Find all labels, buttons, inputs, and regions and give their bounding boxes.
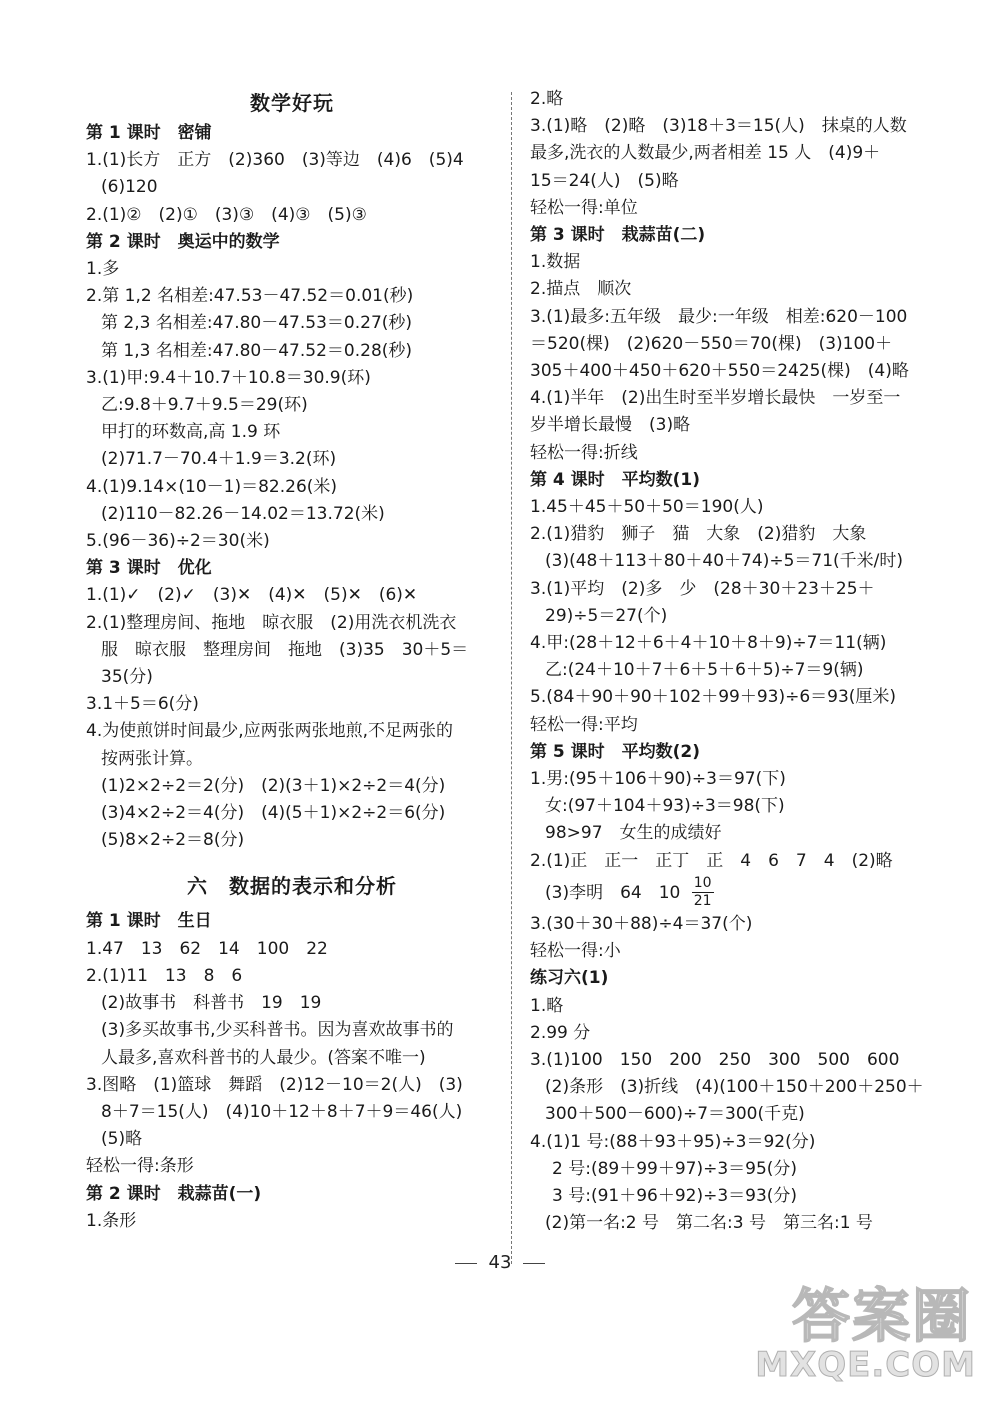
answer-line: 2 号:(89＋99＋97)÷3＝95(分) (552, 1158, 798, 1179)
watermark-text-url: MXQE.COM (755, 1345, 976, 1385)
answer-line: 5.(96－36)÷2＝30(米) (86, 531, 270, 552)
answer-line: 2.(1)整理房间、拖地 晾衣服 (2)用洗衣机洗衣 (86, 612, 457, 633)
answer-line: 3 号:(91＋96＋92)÷3＝93(分) (552, 1185, 798, 1206)
page-number: 43 (488, 1252, 512, 1273)
answer-line: (2)条形 (3)折线 (4)(100＋150＋200＋250＋ (545, 1077, 924, 1098)
lesson-heading: 练习六(1) (530, 968, 609, 989)
lesson-heading: 第 2 课时 栽蒜苗(一) (86, 1183, 262, 1204)
tip-line: 轻松一得:平均 (530, 714, 638, 735)
answer-line: 女:(97＋104＋93)÷3＝98(下) (545, 796, 785, 817)
lesson-heading: 第 5 课时 平均数(2) (530, 741, 701, 762)
column-divider (511, 92, 512, 1264)
answer-line: (6)120 (101, 177, 158, 198)
right-column (530, 86, 950, 1237)
answer-line: (5)8×2÷2＝8(分) (101, 830, 245, 851)
answer-line: 8＋7＝15(人) (4)10＋12＋8＋7＋9＝46(人) (101, 1101, 463, 1122)
answer-line: 1.男:(95＋106＋90)÷3＝97(下) (530, 769, 786, 790)
answer-line: 1.(1)✓ (2)✓ (3)✕ (4)✕ (5)✕ (6)✕ (86, 585, 418, 606)
answer-line: (1)2×2÷2＝2(分) (2)(3＋1)×2÷2＝4(分) (101, 775, 446, 796)
lesson-heading: 第 2 课时 奥运中的数学 (86, 231, 280, 252)
answer-line: 1.(1)长方 正方 (2)360 (3)等边 (4)6 (5)4 (86, 150, 464, 171)
answer-line: 人最多,喜欢科普书的人最少。(答案不唯一) (101, 1047, 426, 1068)
answer-line: 3.(1)最多:五年级 最少:一年级 相差:620－100 (530, 306, 908, 327)
watermark-logo (732, 1269, 982, 1389)
answer-line: (2)71.7－70.4＋1.9＝3.2(环) (101, 449, 337, 470)
answer-line: 4.(1)1 号:(88＋93＋95)÷3＝92(分) (530, 1131, 816, 1152)
answer-line: 4.为使煎饼时间最少,应两张两张地煎,不足两张的 (86, 721, 454, 742)
answer-line: (3)(48＋113＋80＋40＋74)÷5＝71(千米/时) (545, 551, 904, 572)
answer-line: 第 1,3 名相差:47.80－47.52＝0.28(秒) (101, 340, 413, 361)
tip-line: 轻松一得:单位 (530, 197, 638, 218)
answer-line: 98>97 女生的成绩好 (545, 823, 722, 844)
answer-line: 3.(30＋30＋88)÷4＝37(个) (530, 913, 753, 934)
answer-line: 乙:(24＋10＋7＋6＋5＋6＋5)÷7＝9(辆) (545, 660, 864, 681)
answer-line: 2.(1)猎豹 狮子 猫 大象 (2)猎豹 大象 (530, 524, 867, 545)
answer-line: 5.(84＋90＋90＋102＋99＋93)÷6＝93(厘米) (530, 687, 897, 708)
answer-line: 2.(1)② (2)① (3)③ (4)③ (5)③ (86, 204, 367, 225)
answer-line: 4.(1)半年 (2)出生时至半岁增长最快 一岁至一 (530, 388, 901, 409)
answer-line: 1.数据 (530, 252, 581, 273)
answer-text: (3)李明 64 10 (545, 882, 681, 903)
answer-line: 岁半增长最慢 (3)略 (530, 415, 691, 436)
answer-line: 1.多 (86, 259, 120, 280)
answer-line: 3.(1)平均 (2)多 少 (28＋30＋23＋25＋ (530, 578, 875, 599)
answer-line: 4.甲:(28＋12＋6＋4＋10＋8＋9)÷7＝11(辆) (530, 633, 887, 654)
answer-line: 3.1＋5＝6(分) (86, 694, 199, 715)
tip-line: 轻松一得:折线 (530, 442, 638, 463)
answer-line: 2.略 (530, 89, 564, 109)
lesson-heading: 第 1 课时 生日 (86, 911, 212, 932)
answer-line: 1.47 13 62 14 100 22 (86, 938, 328, 959)
answer-line: (3)多买故事书,少买科普书。因为喜欢故事书的 (101, 1020, 454, 1041)
answer-line: 1.略 (530, 995, 564, 1016)
watermark-text-cn: 答案圈 (791, 1282, 972, 1350)
lesson-heading: 第 3 课时 栽蒜苗(二) (530, 225, 706, 246)
answer-line-with-fraction (530, 875, 950, 911)
answer-line: (2)故事书 科普书 19 19 (101, 993, 322, 1014)
answer-line: 2.第 1,2 名相差:47.53－47.52＝0.01(秒) (86, 286, 414, 307)
fraction-numerator: 10 (693, 875, 712, 892)
answer-line: 3.图略 (1)篮球 舞蹈 (2)12－10＝2(人) (3) (86, 1074, 463, 1095)
answer-line: (3)4×2÷2＝4(分) (4)(5＋1)×2÷2＝6(分) (101, 803, 446, 824)
answer-line: 2.(1)11 13 8 6 (86, 965, 243, 986)
fraction-denominator: 21 (693, 893, 712, 910)
answer-line: (5)略 (101, 1129, 143, 1150)
answer-line: 35(分) (101, 667, 153, 688)
answer-line: 1.条形 (86, 1210, 137, 1231)
footer-dash (455, 1263, 477, 1264)
lesson-heading: 第 1 课时 密铺 (86, 123, 212, 143)
answer-line: 4.(1)9.14×(10－1)＝82.26(米) (86, 476, 338, 497)
fraction (692, 875, 714, 910)
answer-line: 2.99 分 (530, 1022, 591, 1043)
answer-line: 15＝24(人) (5)略 (530, 170, 679, 191)
footer-dash (523, 1263, 545, 1264)
answer-line: 3.(1)略 (2)略 (3)18＋3＝15(人) 抹桌的人数 (530, 116, 907, 137)
answer-line: 第 2,3 名相差:47.80－47.53＝0.27(秒) (101, 313, 413, 334)
answer-line: (2)第一名:2 号 第二名:3 号 第三名:1 号 (545, 1213, 873, 1234)
answer-line: 最多,洗衣的人数最少,两者相差 15 人 (4)9＋ (530, 143, 881, 164)
answer-line: 29)÷5＝27(个) (545, 605, 668, 626)
lesson-heading: 第 4 课时 平均数(1) (530, 469, 701, 490)
answer-line: 300＋500－600)÷7＝300(千克) (545, 1104, 805, 1125)
answer-line: 2.(1)正 正一 正丁 正 4 6 7 4 (2)略 (530, 850, 893, 871)
answer-line: 按两张计算。 (101, 748, 203, 769)
answer-line: 2.描点 顺次 (530, 279, 632, 300)
answer-line: 305＋400＋450＋620＋550＝2425(棵) (4)略 (530, 361, 909, 382)
answer-line: 3.(1)100 150 200 250 300 500 600 (530, 1049, 900, 1070)
left-column (86, 86, 498, 1235)
answer-line: 1.45＋45＋50＋50＝190(人) (530, 497, 764, 518)
answer-line: 甲打的环数高,高 1.9 环 (101, 422, 281, 443)
answer-line: 乙:9.8＋9.7＋9.5＝29(环) (101, 395, 308, 416)
tip-line: 轻松一得:条形 (86, 1156, 194, 1177)
answer-line: ＝520(棵) (2)620－550＝70(棵) (3)100＋ (530, 333, 893, 354)
answer-line: 3.(1)甲:9.4＋10.7＋10.8＝30.9(环) (86, 367, 371, 388)
section-title-math-fun: 数学好玩 (250, 91, 334, 115)
section-title-data-analysis: 六 数据的表示和分析 (187, 874, 397, 899)
tip-line: 轻松一得:小 (530, 941, 621, 962)
answer-line: (2)110－82.26－14.02＝13.72(米) (101, 503, 385, 524)
lesson-heading: 第 3 课时 优化 (86, 558, 212, 579)
answer-line: 服 晾衣服 整理房间 拖地 (3)35 30＋5＝ (101, 639, 469, 660)
